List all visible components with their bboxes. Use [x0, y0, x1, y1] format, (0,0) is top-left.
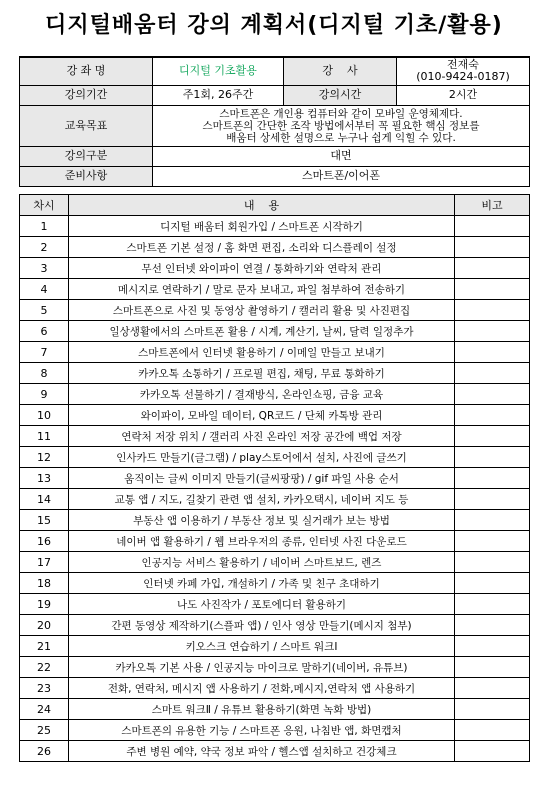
session-content: 스마트폰으로 사진 및 동영상 촬영하기 / 캘러리 활용 및 사진편집: [69, 300, 455, 321]
session-content: 부동산 앱 이용하기 / 부동산 정보 및 실거래가 보는 방법: [69, 510, 455, 531]
session-note: [455, 573, 530, 594]
session-note: [455, 678, 530, 699]
session-content: 인공지능 서비스 활용하기 / 네이버 스마트보드, 렌즈: [69, 552, 455, 573]
session-content: 디지털 배움터 회원가입 / 스마트폰 시작하기: [69, 216, 455, 237]
session-note: [455, 657, 530, 678]
header-content: 내 용: [69, 195, 455, 216]
session-content: 스마트 워크Ⅱ / 유튜브 활용하기(화면 녹화 방법): [69, 699, 455, 720]
session-note: [455, 741, 530, 762]
schedule-header-row: [20, 195, 530, 216]
goal-line: 스마트폰의 간단한 조작 방법에서부터 꼭 필요한 핵심 정보를: [202, 119, 480, 132]
session-content: 인터넷 카페 가입, 개설하기 / 가족 및 친구 초대하기: [69, 573, 455, 594]
session-note: [455, 594, 530, 615]
instructor-phone: (010-9424-0187): [416, 70, 510, 84]
course-info-table: [19, 56, 530, 187]
prep-label: 준비사항: [20, 166, 153, 186]
session-content: 간편 동영상 제작하기(스플파 앱) / 인사 영상 만들기(메시지 첨부): [69, 615, 455, 636]
session-number: 25: [20, 720, 69, 741]
session-number: 12: [20, 447, 69, 468]
instructor-label: 강 사: [284, 57, 397, 85]
session-content: 스마트폰에서 인터넷 활용하기 / 이메일 만들고 보내기: [69, 342, 455, 363]
table-row: [20, 510, 530, 531]
info-row-course: [20, 57, 530, 85]
session-number: 3: [20, 258, 69, 279]
session-number: 17: [20, 552, 69, 573]
table-row: [20, 636, 530, 657]
session-note: [455, 531, 530, 552]
session-content: 키오스크 연습하기 / 스마트 워크Ⅰ: [69, 636, 455, 657]
table-row: [20, 594, 530, 615]
session-number: 20: [20, 615, 69, 636]
session-note: [455, 279, 530, 300]
session-note: [455, 384, 530, 405]
table-row: [20, 426, 530, 447]
session-number: 21: [20, 636, 69, 657]
period-value: 주1회, 26주간: [153, 85, 284, 105]
session-number: 14: [20, 489, 69, 510]
session-number: 23: [20, 678, 69, 699]
session-note: [455, 426, 530, 447]
course-name-label: 강 좌 명: [20, 57, 153, 85]
session-number: 24: [20, 699, 69, 720]
table-row: [20, 720, 530, 741]
session-number: 19: [20, 594, 69, 615]
table-row: [20, 237, 530, 258]
session-number: 26: [20, 741, 69, 762]
session-number: 5: [20, 300, 69, 321]
table-row: [20, 216, 530, 237]
table-row: [20, 321, 530, 342]
info-row-goal: [20, 105, 530, 146]
session-note: [455, 405, 530, 426]
session-note: [455, 237, 530, 258]
session-note: [455, 468, 530, 489]
session-number: 16: [20, 531, 69, 552]
table-row: [20, 258, 530, 279]
goal-line: 스마트폰은 개인용 컴퓨터와 같이 모바일 운영체제다.: [219, 107, 463, 120]
session-number: 6: [20, 321, 69, 342]
table-row: [20, 678, 530, 699]
instructor-name: 전재숙: [447, 58, 479, 72]
session-number: 9: [20, 384, 69, 405]
session-note: [455, 615, 530, 636]
session-note: [455, 447, 530, 468]
table-row: [20, 615, 530, 636]
session-note: [455, 510, 530, 531]
instructor-value: [397, 57, 530, 85]
session-content: 네이버 앱 활용하기 / 웹 브라우저의 종류, 인터넷 사진 다운로드: [69, 531, 455, 552]
session-number: 22: [20, 657, 69, 678]
session-content: 인사카드 만들기(글그램) / play스토어에서 설치, 사진에 글쓰기: [69, 447, 455, 468]
table-row: [20, 363, 530, 384]
session-note: [455, 216, 530, 237]
header-note: 비고: [455, 195, 530, 216]
session-note: [455, 489, 530, 510]
table-row: [20, 447, 530, 468]
session-number: 8: [20, 363, 69, 384]
session-number: 1: [20, 216, 69, 237]
schedule-table: [19, 194, 530, 762]
session-note: [455, 636, 530, 657]
session-number: 13: [20, 468, 69, 489]
table-row: [20, 552, 530, 573]
session-note: [455, 300, 530, 321]
session-content: 주변 병원 예약, 약국 정보 파악 / 헬스앱 설치하고 건강체크: [69, 741, 455, 762]
session-note: [455, 321, 530, 342]
session-note: [455, 699, 530, 720]
session-note: [455, 258, 530, 279]
session-content: 일상생활에서의 스마트폰 활용 / 시계, 계산기, 날씨, 달력 일정추가: [69, 321, 455, 342]
session-content: 연락처 저장 위치 / 갤러리 사진 온라인 저장 공간에 백업 저장: [69, 426, 455, 447]
session-note: [455, 342, 530, 363]
goal-label: 교육목표: [20, 105, 153, 146]
table-row: [20, 405, 530, 426]
info-row-prep: [20, 166, 530, 186]
table-row: [20, 300, 530, 321]
session-note: [455, 552, 530, 573]
hours-label: 강의시간: [284, 85, 397, 105]
session-content: 메시지로 연락하기 / 말로 문자 보내고, 파일 첨부하여 전송하기: [69, 279, 455, 300]
session-content: 와이파이, 모바일 데이터, QR코드 / 단체 카톡방 관리: [69, 405, 455, 426]
header-session: 차시: [20, 195, 69, 216]
session-number: 10: [20, 405, 69, 426]
table-row: [20, 741, 530, 762]
table-row: [20, 384, 530, 405]
table-row: [20, 699, 530, 720]
info-row-period: [20, 85, 530, 105]
session-number: 4: [20, 279, 69, 300]
session-number: 7: [20, 342, 69, 363]
schedule-body: [20, 216, 530, 762]
goal-value: [153, 105, 530, 146]
course-name-value: 디지털 기초활용: [153, 57, 284, 85]
prep-value: 스마트폰/이어폰: [153, 166, 530, 186]
type-value: 대면: [153, 146, 530, 166]
table-row: [20, 489, 530, 510]
session-content: 카카오톡 선물하기 / 결재방식, 온라인쇼핑, 금융 교육: [69, 384, 455, 405]
session-number: 2: [20, 237, 69, 258]
session-content: 스마트폰의 유용한 기능 / 스마트폰 응원, 나침반 앱, 화면캡처: [69, 720, 455, 741]
session-content: 카카오톡 기본 사용 / 인공지능 마이크로 말하기(네이버, 유튜브): [69, 657, 455, 678]
session-content: 나도 사진작가 / 포토에디터 활용하기: [69, 594, 455, 615]
goal-line: 배움터 상세한 설명으로 누구나 쉽게 익힐 수 있다.: [226, 131, 456, 144]
session-content: 카카오톡 소통하기 / 프로필 편집, 채팅, 무료 통화하기: [69, 363, 455, 384]
table-row: [20, 279, 530, 300]
page-title: 디지털배움터 강의 계획서(디지털 기초/활용): [45, 13, 503, 38]
period-label: 강의기간: [20, 85, 153, 105]
table-row: [20, 657, 530, 678]
session-note: [455, 720, 530, 741]
session-content: 전화, 연락처, 메시지 앱 사용하기 / 전화,메시지,연락처 앱 사용하기: [69, 678, 455, 699]
session-number: 11: [20, 426, 69, 447]
table-row: [20, 531, 530, 552]
table-row: [20, 573, 530, 594]
session-content: 움직이는 글씨 이미지 만들기(글씨팡팡) / gif 파일 사용 순서: [69, 468, 455, 489]
session-number: 15: [20, 510, 69, 531]
type-label: 강의구분: [20, 146, 153, 166]
session-number: 18: [20, 573, 69, 594]
session-note: [455, 363, 530, 384]
table-row: [20, 468, 530, 489]
hours-value: 2시간: [397, 85, 530, 105]
table-row: [20, 342, 530, 363]
session-content: 교통 앱 / 지도, 길찾기 관련 앱 설치, 카카오택시, 네이버 지도 등: [69, 489, 455, 510]
session-content: 무선 인터넷 와이파이 연결 / 통화하기와 연락처 관리: [69, 258, 455, 279]
info-row-type: [20, 146, 530, 166]
session-content: 스마트폰 기본 설정 / 홈 화면 편집, 소리와 디스플레이 설정: [69, 237, 455, 258]
